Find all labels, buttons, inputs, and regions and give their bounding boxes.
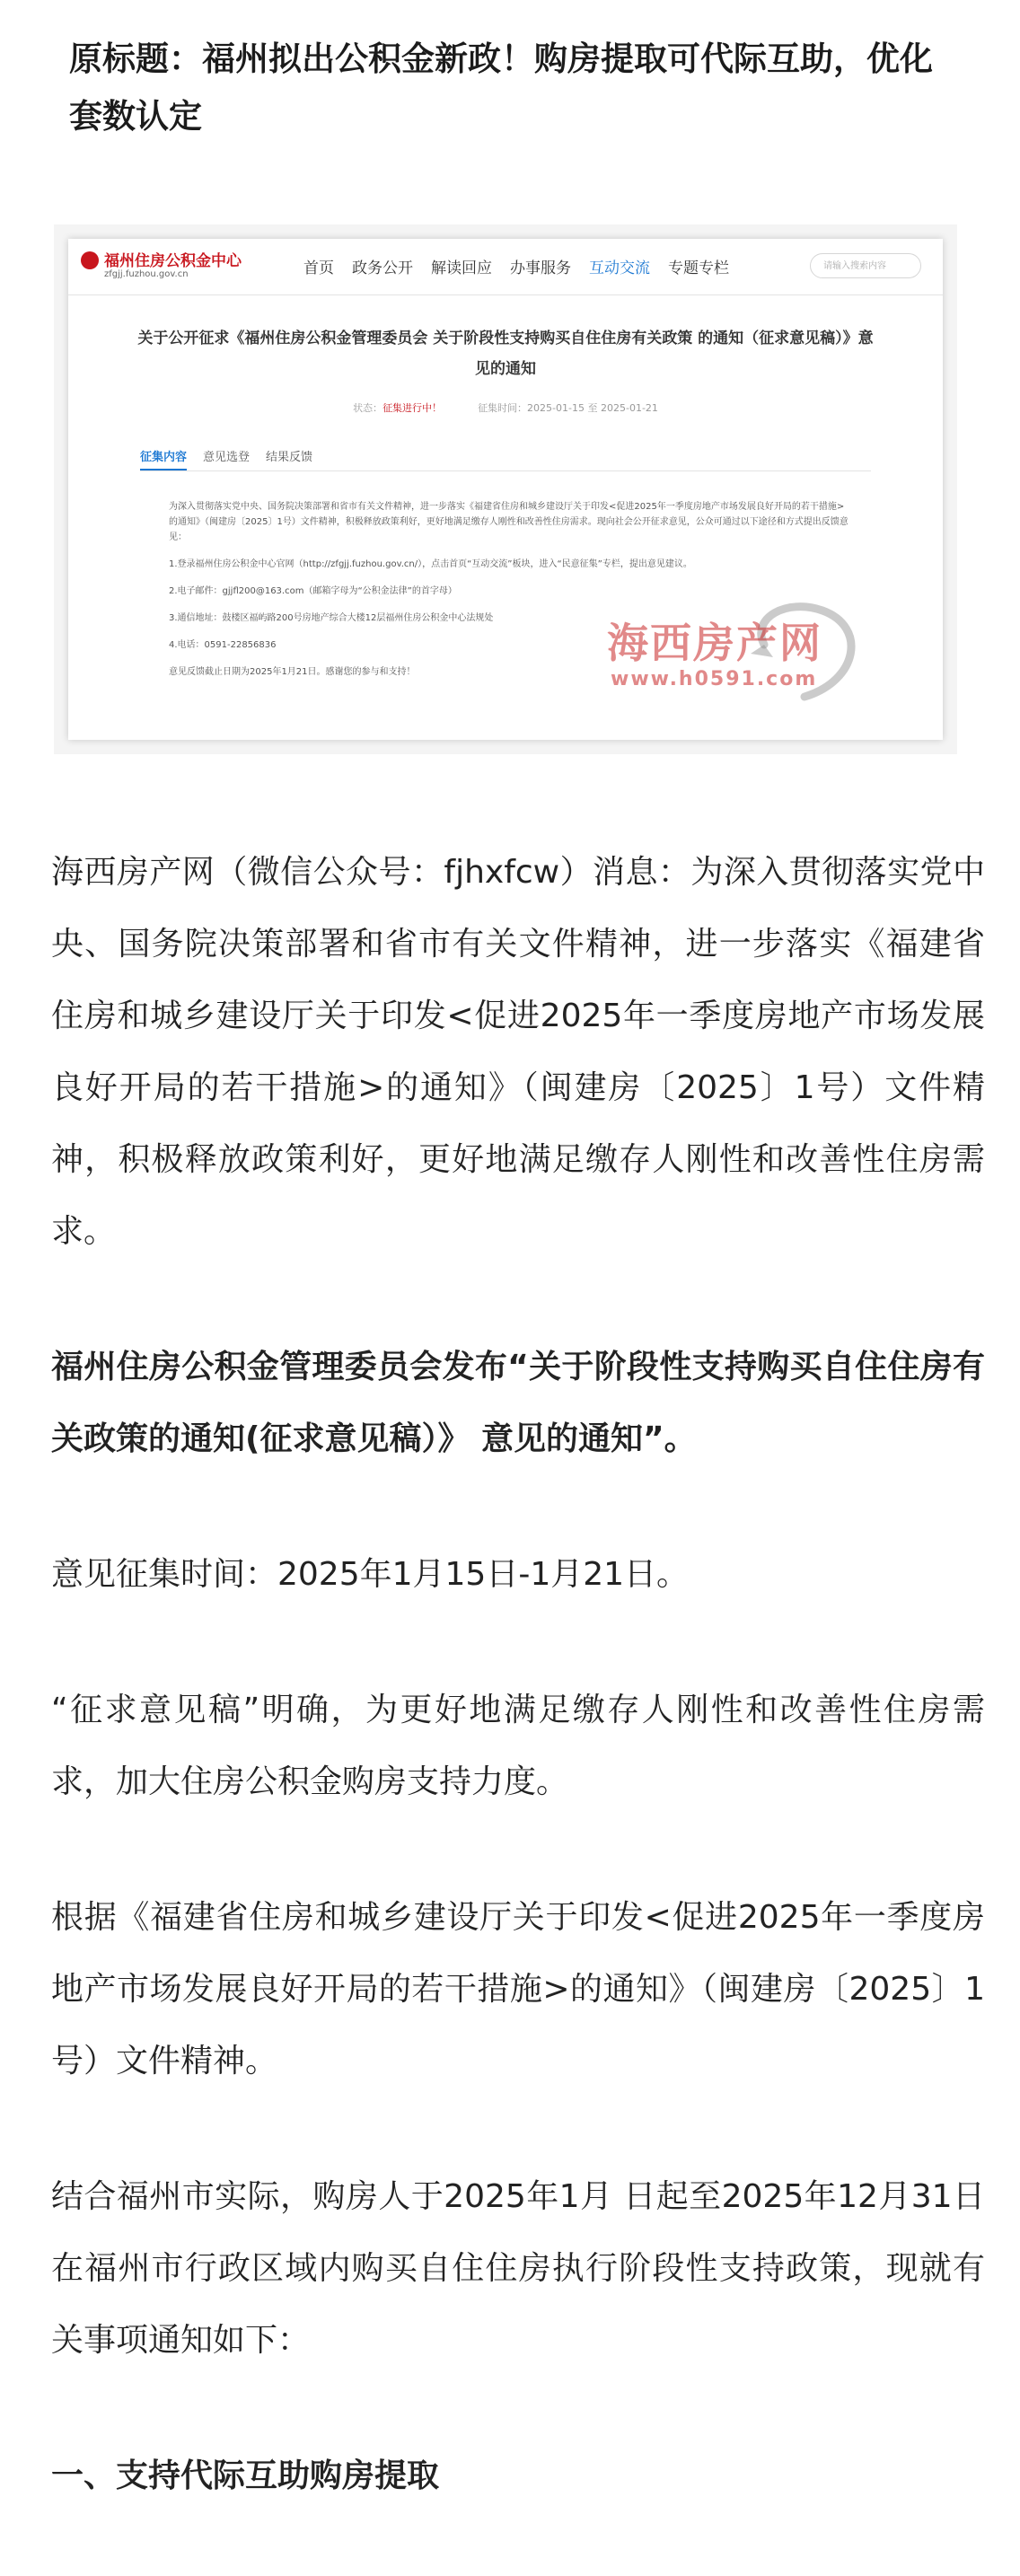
nav-item-interpretation[interactable]: 解读回应 xyxy=(431,259,492,277)
article-paragraph: 意见征集时间：2025年1月15日-1月21日。 xyxy=(51,1556,690,1593)
article-bold-paragraph: 福州住房公积金管理委员会发布“关于阶段性支持购买自住住房有关政策的通知(征求意见稿）》 意见的通知”。 xyxy=(51,1349,985,1457)
nav-item-services[interactable]: 办事服务 xyxy=(510,259,571,277)
site-name: 福州住房公积金中心 xyxy=(104,252,242,270)
watermark-url: www.h0591.com xyxy=(611,668,818,690)
watermark-name: 海西房产网 xyxy=(607,619,822,667)
notice-title: 关于公开征求《福州住房公积金管理委员会 关于阶段性支持购买自住住房有关政策 的通知（征求意见稿）》意见的通知 xyxy=(137,330,874,378)
notice-paragraph: 意见反馈截止日期为2025年1月21日。感谢您的参与和支持！ xyxy=(169,667,416,677)
article-paragraph: 根据《福建省住房和城乡建设厅关于印发<促进2025年一季度房地产市场发展良好开局的若干措施>的通知》（闽建房〔2025〕1号）文件精神。 xyxy=(51,1899,985,2079)
status-value: 征集进行中！ xyxy=(382,402,443,414)
article-body xyxy=(51,837,985,2576)
notice-paragraph: 4.电话：0591-22856836 xyxy=(169,640,277,650)
article-title: 原标题：福州拟出公积金新政！购房提取可代际互助，优化套数认定 xyxy=(69,40,933,136)
notice-paragraph: 1.登录福州住房公积金中心官网（http://zfgjj.fuzhou.gov.cn/），点击首页“互动交流”板块，进入“民意征集”专栏，提出意见建议。 xyxy=(169,559,692,569)
nav-item-interaction[interactable]: 互动交流 xyxy=(589,259,650,277)
nav-item-topics[interactable]: 专题专栏 xyxy=(668,259,729,277)
website-page xyxy=(68,239,943,740)
tab-selected-opinions[interactable]: 意见选登 xyxy=(203,451,251,464)
site-nav xyxy=(303,255,729,277)
section-heading: 一、支持代际互助购房提取 xyxy=(51,2457,440,2494)
site-header xyxy=(68,239,943,295)
status-label: 状态： xyxy=(353,402,383,414)
nav-item-home[interactable]: 首页 xyxy=(303,259,334,277)
tab-content[interactable]: 征集内容 xyxy=(140,444,187,470)
notice-paragraph: 2.电子邮件：gjjfl200@163.com（邮箱字母为“公积金法律”的首字母） xyxy=(169,586,457,596)
tab-feedback[interactable]: 结果反馈 xyxy=(266,451,313,464)
article-paragraph: 结合福州市实际，购房人于2025年1月 日起至2025年12月31日在福州市行政区域内购买自住住房执行阶段性支持政策，现就有关事项通知如下： xyxy=(51,2178,985,2359)
nav-item-affairs[interactable]: 政务公开 xyxy=(352,259,413,277)
notice-paragraph: 3.通信地址：鼓楼区福屿路200号房地产综合大楼12层福州住房公积金中心法规处 xyxy=(169,613,494,623)
notice-status-row xyxy=(68,400,943,415)
collection-period: 征集时间：2025-01-15 至 2025-01-21 xyxy=(478,402,658,414)
notice-paragraph: 为深入贯彻落实党中央、国务院决策部署和省市有关文件精神，进一步落实《福建省住房和城乡建设厅关于印发<促进2025年一季度房地产市场发展良好开局的若干措施>的通知》（闽建房〔2025〕1号）文件精神，积极释放政策利好，更好地满足缴存人刚性和改善性住房需求。现向社会公开征求意见，公众可通过以下途径和方式提出反馈意见： xyxy=(169,502,849,542)
site-domain: zfgjj.fuzhou.gov.cn xyxy=(104,269,189,279)
embedded-screenshot xyxy=(54,224,957,754)
article-paragraph: “征求意见稿”明确，为更好地满足缴存人刚性和改善性住房需求，加大住房公积金购房支持力度。 xyxy=(51,1692,985,1800)
notice-tabs xyxy=(140,444,871,471)
watermark xyxy=(580,591,876,708)
logo-icon xyxy=(81,251,99,269)
article-paragraph: 海西房产网（微信公众号：fjhxfcw）消息：为深入贯彻落实党中央、国务院决策部署和省市有关文件精神，进一步落实《福建省住房和城乡建设厅关于印发<促进2025年一季度房地产市场发展良好开局的若干措施>的通知》（闽建房〔2025〕1号）文件精神，积极释放政策利好，更好地满足缴存人刚性和改善性住房需求。 xyxy=(51,854,985,1250)
search-input[interactable]: 请输入搜索内容 xyxy=(810,253,921,278)
